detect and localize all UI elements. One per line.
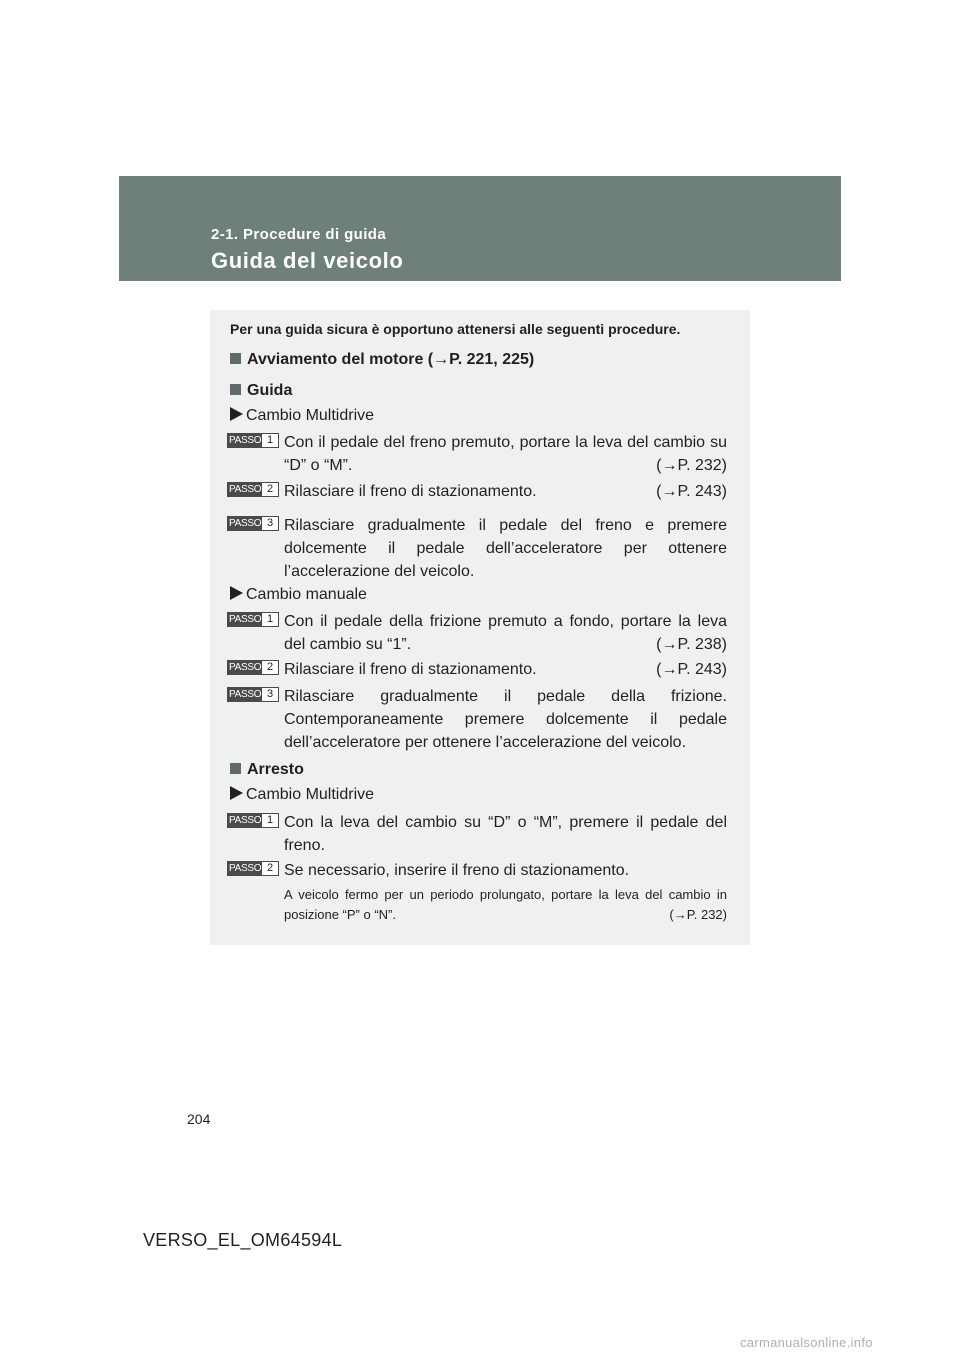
step-text: Con il pedale della frizione premuto a fondo, portare la leva del cambio su “1”. (→P. 238) <box>284 610 727 656</box>
procedure-panel <box>210 310 750 945</box>
step-badge: PASSO 2 <box>227 482 279 497</box>
triangle-bullet-icon <box>230 786 243 800</box>
step-badge: PASSO 2 <box>227 861 279 876</box>
step-text: Rilasciare il freno di stazionamento. (→P. 243) <box>284 480 727 503</box>
document-code: VERSO_EL_OM64594L <box>143 1230 343 1250</box>
step-badge: PASSO 3 <box>227 687 279 702</box>
triangle-bullet-icon <box>230 586 243 600</box>
triangle-bullet-icon <box>230 407 243 421</box>
subhead-manuale: Cambio manuale <box>230 586 367 604</box>
square-bullet-icon <box>230 763 241 774</box>
page-number: 204 <box>187 1111 211 1127</box>
step-badge: PASSO 1 <box>227 433 279 448</box>
page-title: Guida del veicolo <box>211 248 404 273</box>
section-header <box>119 176 841 281</box>
intro-text: Per una guida sicura è opportuno attenersi alle seguenti procedure. <box>230 321 681 337</box>
note-text: A veicolo fermo per un periodo prolungato, portare la leva del cambio in posizione “P” o “N”. (→P. 232) <box>284 885 727 925</box>
section-label: 2-1. Procedure di guida <box>211 226 387 243</box>
page-reference: (→P. 238) <box>656 636 727 653</box>
step-badge: PASSO 1 <box>227 813 279 828</box>
square-bullet-icon <box>230 353 241 364</box>
page-reference: (→P. 243) <box>656 483 727 500</box>
step-badge: PASSO 3 <box>227 516 279 531</box>
subhead-multidrive-arresto: Cambio Multidrive <box>230 786 374 804</box>
step-badge: PASSO 1 <box>227 612 279 627</box>
step-text: Rilasciare gradualmente il pedale della frizione. Contemporaneamente premere dolcemente il pedale dell’acceleratore per ottenere l’accelerazione del veicolo. <box>284 688 727 751</box>
square-bullet-icon <box>230 384 241 395</box>
step-text: Rilasciare gradualmente il pedale del freno e premere dolcemente il pedale dell’acceleratore per ottenere l’accelerazione del veicolo. <box>284 517 727 580</box>
step-badge: PASSO 2 <box>227 660 279 675</box>
page-reference: (→P. 232) <box>656 457 727 474</box>
watermark-site: carmanualsonline.info <box>740 1335 873 1350</box>
section-heading-avviamento: Avviamento del motore (→P. 221, 225) <box>230 351 534 369</box>
step-text: Con il pedale del freno premuto, portare la leva del cambio su “D” o “M”. (→P. 232) <box>284 431 727 477</box>
page-reference: (→P. 232) <box>669 907 727 922</box>
page-reference: (→P. 243) <box>656 661 727 678</box>
step-text: Se necessario, inserire il freno di stazionamento. <box>284 862 630 879</box>
step-text: Con la leva del cambio su “D” o “M”, premere il pedale del freno. <box>284 814 727 854</box>
subhead-multidrive: Cambio Multidrive <box>230 407 374 425</box>
section-heading-arresto: Arresto <box>230 761 304 779</box>
step-text: Rilasciare il freno di stazionamento. (→P. 243) <box>284 658 727 681</box>
section-heading-guida: Guida <box>230 382 292 400</box>
